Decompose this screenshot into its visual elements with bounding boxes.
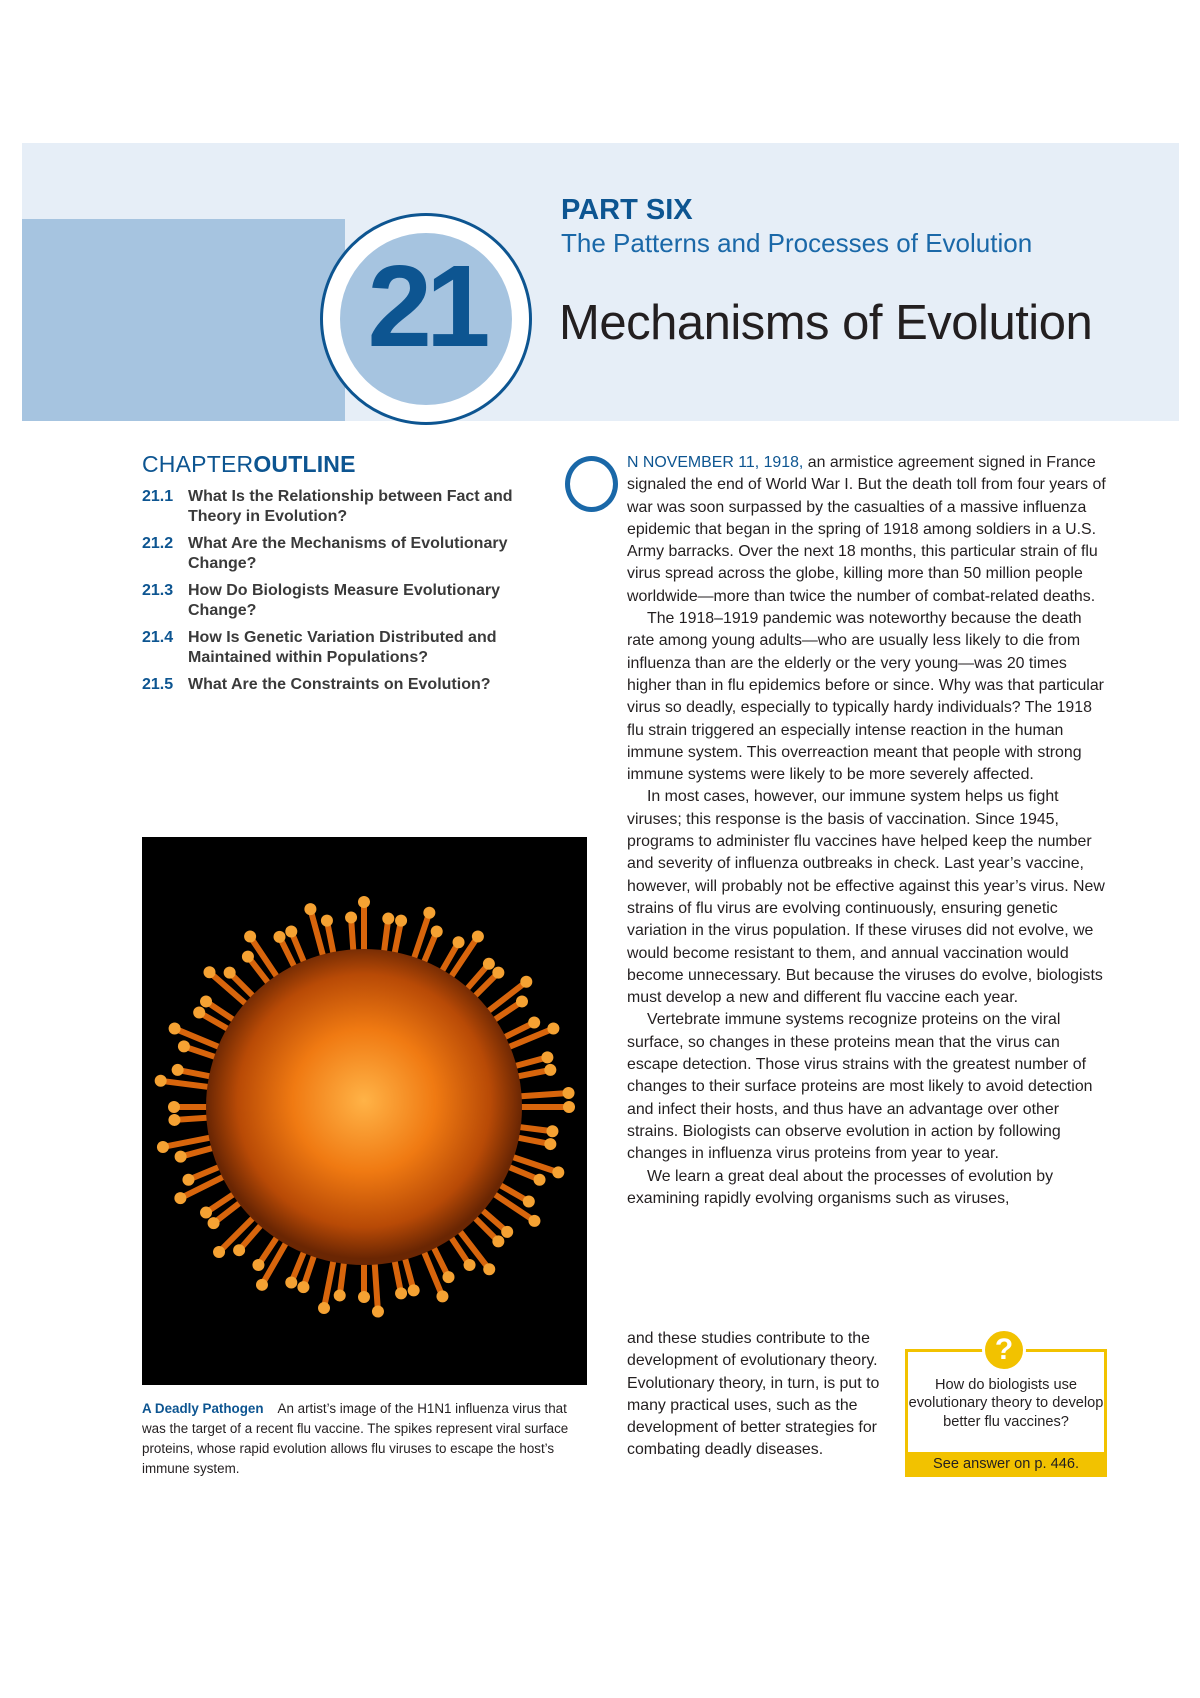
virus-spike-tip: [358, 896, 370, 908]
virus-spike-tip: [436, 1290, 448, 1302]
virus-spike-tip: [544, 1138, 556, 1150]
virus-spike-tip: [563, 1087, 575, 1099]
caption-title: A Deadly Pathogen: [142, 1401, 264, 1416]
virus-spike-tip: [175, 1151, 187, 1163]
virus-spike-tip: [172, 1064, 184, 1076]
virus-spike-tip: [168, 1101, 180, 1113]
virus-spike: [161, 1081, 216, 1088]
virus-spike-tip: [464, 1259, 476, 1271]
virus-spike-tip: [492, 1235, 504, 1247]
see-answer-link[interactable]: See answer on p. 446.: [905, 1452, 1107, 1477]
virus-spike-tip: [358, 1291, 370, 1303]
virus-spike-tip: [534, 1174, 546, 1186]
virus-spike-tip: [372, 1306, 384, 1318]
virus-spike-tip: [541, 1051, 553, 1063]
figure-caption: [142, 1399, 587, 1479]
outline-item-number: 21.4: [142, 629, 174, 646]
virus-spike-tip: [193, 1006, 205, 1018]
virus-spike-tip: [453, 936, 465, 948]
body-paragraph-continued: and these studies contribute to the development of evolutionary theory. Evolutionary theory, in turn, is put to many practical uses, such as the development of better strategies for combating deadly diseases.: [627, 1330, 880, 1459]
header-banner-accent: [22, 219, 345, 421]
chapter-outline-list: [142, 487, 542, 702]
body-text: [627, 452, 1107, 1210]
virus-spike-tip: [523, 1196, 535, 1208]
virus-spike-tip: [408, 1284, 420, 1296]
body-paragraph: In most cases, however, our immune system helps us fight viruses; this response is the basis of vaccination. Since 1945, programs to administer flu vaccines have helped keep the number and severity of influenza outbreaks in check. Last year’s vaccine, however, will probably not be effective against this year’s virus. New strains of flu virus are evolving continuously, ensuring genetic variation in the virus population. If these viruses did not evolve, we would become resistant to them, and annual vaccination would become unnecessary. But because the viruses do evolve, biologists must develop a new and different flu vaccine each year.: [627, 788, 1105, 1007]
virus-spike-tip: [382, 913, 394, 925]
outline-item-number: 21.2: [142, 535, 174, 552]
virus-spike-tip: [242, 951, 254, 963]
chapter-title: Mechanisms of Evolution: [559, 296, 1093, 350]
virus-spike-tip: [321, 915, 333, 927]
virus-spike-tip: [547, 1023, 559, 1035]
virus-spike-tip: [285, 1277, 297, 1289]
virus-spike-tip: [157, 1141, 169, 1153]
virus-spike-tip: [318, 1302, 330, 1314]
virus-spike-tip: [483, 958, 495, 970]
outline-item[interactable]: [142, 675, 542, 695]
virus-spike-tip: [182, 1174, 194, 1186]
virus-spike-tip: [200, 1207, 212, 1219]
body-paragraph: The 1918–1919 pandemic was noteworthy because the death rate among young adults—who are usually less likely to die from influenza than are the elderly or the very young—was 20 times higher than in flu epidemics before or since. Why was that particular virus so deadly, especially to typically hardy individuals? The 1918 flu strain triggered an especially intense reaction in the human immune system. This overreaction meant that people with strong immune systems were likely to be more severely affected.: [627, 610, 1104, 784]
lead-caps: N NOVEMBER 11, 1918,: [627, 454, 804, 471]
outline-item-number: 21.3: [142, 582, 174, 599]
outline-heading-light: CHAPTER: [142, 451, 254, 477]
virus-spike: [514, 1093, 569, 1097]
outline-item-number: 21.5: [142, 676, 174, 693]
question-mark-icon: ?: [982, 1328, 1026, 1372]
body-paragraph: We learn a great deal about the processes of evolution by examining rapidly evolving organisms such as viruses,: [627, 1167, 1054, 1207]
outline-item[interactable]: [142, 581, 542, 621]
virus-spike-tip: [178, 1040, 190, 1052]
virus-spike-tip: [395, 1287, 407, 1299]
virus-spike-tip: [244, 931, 256, 943]
virus-body: [206, 949, 522, 1265]
virus-spike-tip: [334, 1289, 346, 1301]
virus-spike-tip: [174, 1192, 186, 1204]
virus-spike-tip: [208, 1217, 220, 1229]
outline-item-number: 21.1: [142, 488, 174, 505]
virus-spike-tip: [224, 967, 236, 979]
part-label: PART SIX: [561, 194, 693, 226]
virus-spike-tip: [483, 1263, 495, 1275]
virus-spike-tip: [544, 1064, 556, 1076]
virus-spike-tip: [431, 925, 443, 937]
virus-spike: [324, 1254, 335, 1308]
virus-spike-tip: [256, 1279, 268, 1291]
question-box-text: How do biologists use evolutionary theory to develop better flu vaccines?: [908, 1377, 1104, 1430]
virus-spike-tip: [563, 1101, 575, 1113]
caption-text: An artist’s image of the H1N1 influenza virus that was the target of a recent flu vaccine. The spikes represent viral surface proteins, whose rapid evolution allows flu viruses to escape the host’s immune system.: [142, 1401, 569, 1476]
virus-spike-tip: [297, 1281, 309, 1293]
chapter-outline-heading: [142, 451, 356, 478]
outline-heading-bold: OUTLINE: [253, 451, 356, 477]
virus-spike-tip: [442, 1271, 454, 1283]
outline-item-text: How Do Biologists Measure Evolutionary Change?: [188, 582, 501, 619]
virus-illustration-svg: [142, 837, 587, 1385]
drop-cap-o: [565, 456, 618, 512]
virus-illustration: [142, 837, 587, 1385]
virus-spike-tip: [472, 931, 484, 943]
paragraph-text: an armistice agreement signed in France signaled the end of World War I. But the death toll from four years of war was soon surpassed by the casualties of a massive influenza epidemic that began in the spring of 1918 among soldiers in a U.S. Army barracks. Over the next 18 months, this particular strain of flu virus spread across the globe, killing more than 50 million people worldwide—more than twice the number of combat-related deaths.: [627, 454, 1106, 605]
virus-spike-tip: [520, 976, 532, 988]
virus-spike-tip: [546, 1125, 558, 1137]
outline-item[interactable]: [142, 628, 542, 668]
chapter-number: 21: [367, 241, 485, 371]
part-title: The Patterns and Processes of Evolution: [561, 228, 1033, 258]
virus-spike-tip: [274, 931, 286, 943]
virus-spike-tip: [304, 903, 316, 915]
outline-item-text: What Are the Mechanisms of Evolutionary Change?: [188, 535, 508, 572]
virus-spike-tip: [168, 1114, 180, 1126]
outline-item-text: What Is the Relationship between Fact and Theory in Evolution?: [188, 488, 513, 525]
virus-spike-tip: [345, 911, 357, 923]
virus-spike-tip: [423, 907, 435, 919]
outline-item[interactable]: [142, 534, 542, 574]
virus-spike-tip: [528, 1215, 540, 1227]
virus-spike-tip: [252, 1259, 264, 1271]
virus-spike-tip: [516, 995, 528, 1007]
virus-spike-tip: [395, 915, 407, 927]
virus-spike-tip: [204, 966, 216, 978]
virus-spike-tip: [200, 995, 212, 1007]
virus-spike-tip: [285, 925, 297, 937]
outline-item[interactable]: [142, 487, 542, 527]
virus-spike-tip: [233, 1244, 245, 1256]
outline-item-text: How Is Genetic Variation Distributed and Maintained within Populations?: [188, 629, 497, 666]
outline-item-text: What Are the Constraints on Evolution?: [188, 676, 491, 693]
body-paragraph: Vertebrate immune systems recognize proteins on the viral surface, so changes in these proteins mean that the virus can escape detection. Those virus strains with the greatest number of changes to their surface proteins are most likely to avoid detection and infect their hosts, and thus have an advantage over other strains. Biologists can observe evolution in action by following changes in influenza virus proteins from year to year.: [627, 1011, 1093, 1163]
virus-spike-tip: [552, 1166, 564, 1178]
virus-spike-tip: [213, 1246, 225, 1258]
virus-spike: [163, 1136, 217, 1147]
virus-spike: [374, 1257, 378, 1312]
body-paragraph: [627, 452, 1107, 608]
virus-spike-tip: [528, 1017, 540, 1029]
virus-spike-tip: [501, 1226, 513, 1238]
virus-spike-tip: [169, 1023, 181, 1035]
virus-spike-tip: [155, 1075, 167, 1087]
virus-spike-tip: [492, 967, 504, 979]
